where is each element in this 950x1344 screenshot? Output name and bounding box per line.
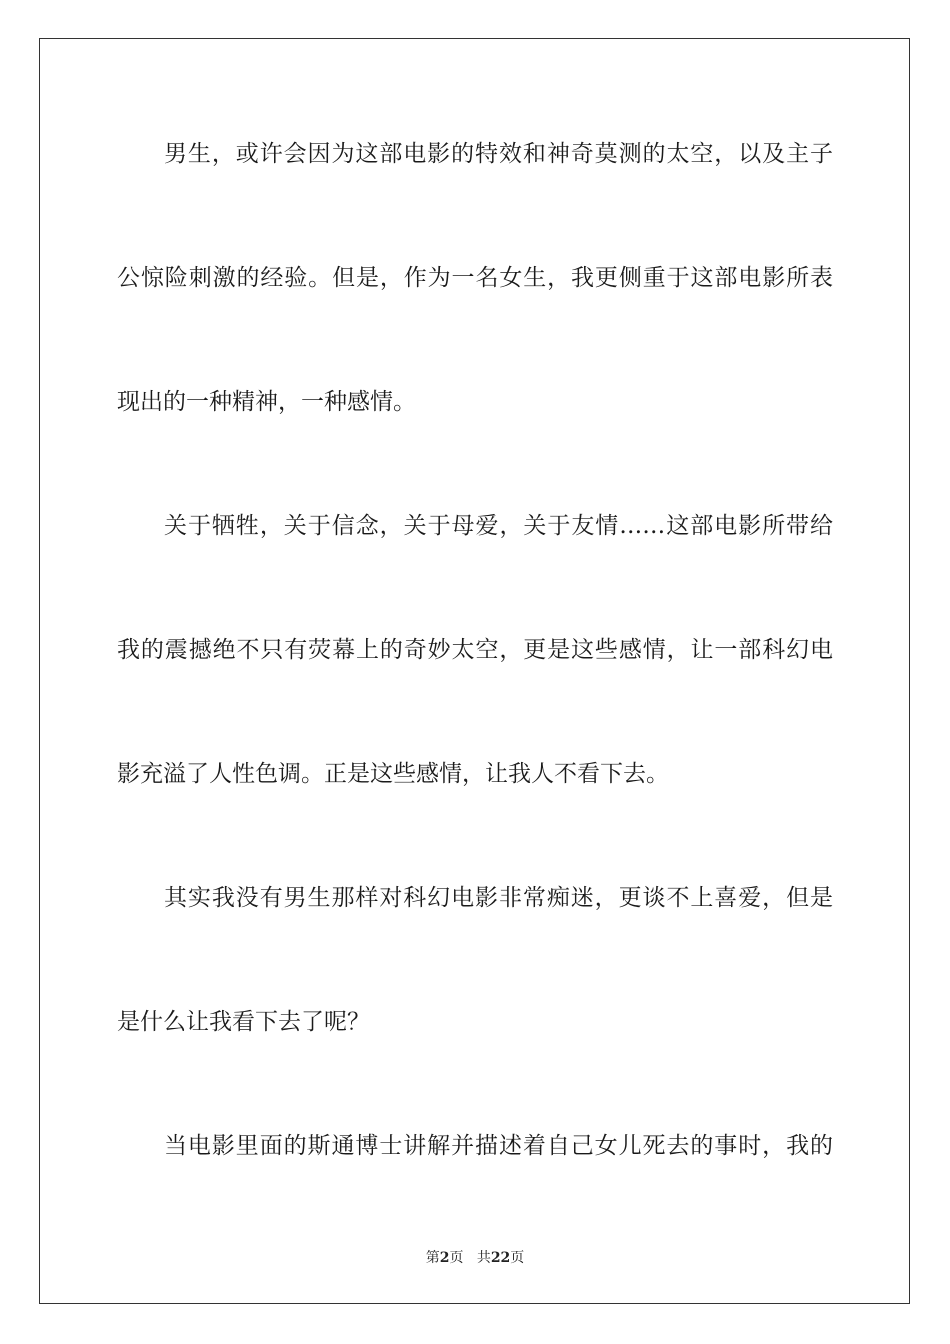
footer-total-prefix: 共 xyxy=(476,1250,491,1266)
document-body xyxy=(117,120,833,1177)
current-page-number: 2 xyxy=(439,1250,450,1266)
paragraph-line: 关于牺牲，关于信念，关于母爱，关于友情……这部电影所带给 xyxy=(164,513,833,539)
footer-prefix: 第 xyxy=(425,1250,440,1266)
footer-total-unit: 页 xyxy=(510,1250,525,1266)
paragraph-line: 男生，或许会因为这部电影的特效和神奇莫测的太空，以及主子 xyxy=(164,141,833,167)
footer-page-unit: 页 xyxy=(449,1250,464,1266)
paragraph-line: 公惊险刺激的经验。但是，作为一名女生，我更侧重于这部电影所表 xyxy=(117,265,833,291)
paragraph-line: 其实我没有男生那样对科幻电影非常痴迷，更谈不上喜爱，但是 xyxy=(164,885,833,911)
paragraph-line: 当电影里面的斯通博士讲解并描述着自己女儿死去的事时，我的 xyxy=(164,1133,833,1159)
total-page-number: 22 xyxy=(490,1250,511,1266)
paragraph-line: 我的震撼绝不只有荧幕上的奇妙太空，更是这些感情，让一部科幻电 xyxy=(117,637,833,663)
paragraph-line: 现出的一种精神，一种感情。 xyxy=(117,389,416,415)
paragraph-line: 影充溢了人性色调。正是这些感情，让我人不看下去。 xyxy=(117,761,669,787)
paragraph-line: 是什么让我看下去了呢？ xyxy=(117,1009,370,1035)
page-footer xyxy=(0,1247,950,1267)
